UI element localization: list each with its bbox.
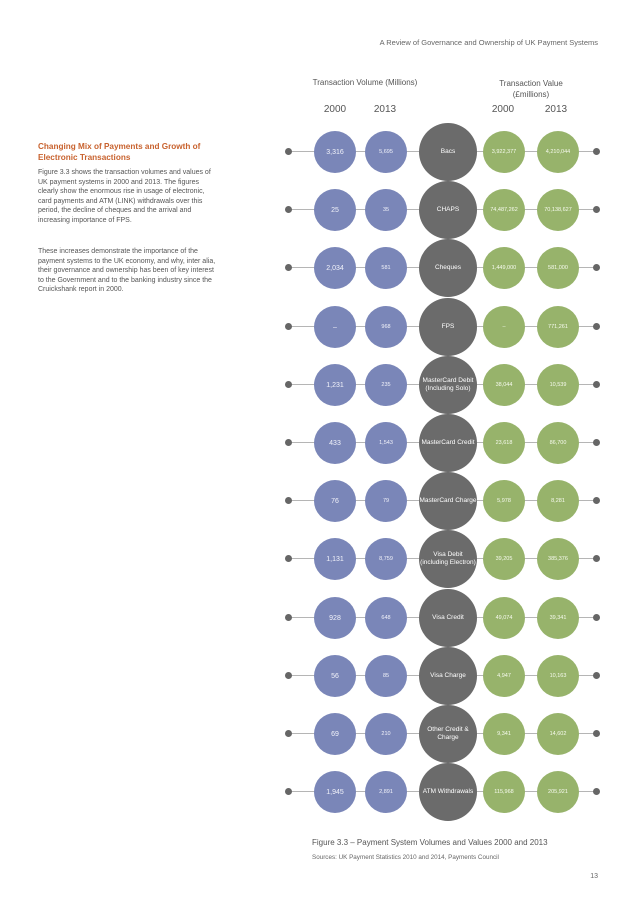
connector-endpoint-left — [285, 614, 292, 621]
payment-system-row — [285, 653, 600, 699]
value-2013-circle: 10,163 — [537, 655, 579, 697]
connector-endpoint-right — [593, 264, 600, 271]
connector-endpoint-left — [285, 672, 292, 679]
value-2000-circle: 115,968 — [483, 771, 525, 813]
value-title-line1: Transaction Value — [499, 79, 563, 88]
year-label-value-2013: 2013 — [544, 104, 568, 115]
volume-2000-circle: – — [314, 306, 356, 348]
value-2000-circle: 74,487,262 — [483, 189, 525, 231]
payment-system-name-circle: Other Credit & Charge — [419, 705, 477, 763]
payment-system-row — [285, 187, 600, 233]
payment-system-name-circle: ATM Withdrawals — [419, 763, 477, 821]
connector-endpoint-left — [285, 788, 292, 795]
page-header: A Review of Governance and Ownership of UK Payment Systems — [379, 38, 598, 47]
value-2013-circle: 385,376 — [537, 538, 579, 580]
volume-2013-circle: 210 — [365, 713, 407, 755]
volume-2013-circle: 8,759 — [365, 538, 407, 580]
connector-endpoint-right — [593, 148, 600, 155]
connector-endpoint-right — [593, 439, 600, 446]
figure-caption: Figure 3.3 – Payment System Volumes and Values 2000 and 2013 — [312, 838, 548, 847]
volume-2013-circle: 35 — [365, 189, 407, 231]
volume-2000-circle: 76 — [314, 480, 356, 522]
connector-endpoint-right — [593, 206, 600, 213]
volume-2000-circle: 2,034 — [314, 247, 356, 289]
payment-system-row — [285, 304, 600, 350]
connector-endpoint-left — [285, 148, 292, 155]
connector-endpoint-right — [593, 555, 600, 562]
value-2000-circle: 9,341 — [483, 713, 525, 755]
value-2013-circle: 86,700 — [537, 422, 579, 464]
connector-endpoint-left — [285, 323, 292, 330]
connector-endpoint-left — [285, 730, 292, 737]
value-2000-circle: – — [483, 306, 525, 348]
payment-system-name-circle: Bacs — [419, 123, 477, 181]
value-2000-circle: 49,074 — [483, 597, 525, 639]
volume-2000-circle: 1,231 — [314, 364, 356, 406]
value-2013-circle: 771,261 — [537, 306, 579, 348]
payment-system-name-circle: MasterCard Charge — [419, 472, 477, 530]
value-2013-circle: 10,539 — [537, 364, 579, 406]
payment-system-row — [285, 769, 600, 815]
volume-2000-circle: 3,316 — [314, 131, 356, 173]
section-title: Changing Mix of Payments and Growth of Electronic Transactions — [38, 142, 201, 162]
value-2013-circle: 205,921 — [537, 771, 579, 813]
connector-endpoint-right — [593, 381, 600, 388]
volume-2013-circle: 581 — [365, 247, 407, 289]
volume-2000-circle: 25 — [314, 189, 356, 231]
volume-2000-circle: 928 — [314, 597, 356, 639]
connector-endpoint-right — [593, 497, 600, 504]
payment-system-name-circle: MasterCard Debit (Including Solo) — [419, 356, 477, 414]
payment-system-row — [285, 478, 600, 524]
connector-endpoint-right — [593, 730, 600, 737]
year-label-volume-2000: 2000 — [323, 104, 347, 115]
volume-2013-circle: 79 — [365, 480, 407, 522]
value-2013-circle: 70,138,627 — [537, 189, 579, 231]
payment-system-name-circle: Cheques — [419, 239, 477, 297]
volume-2000-circle: 433 — [314, 422, 356, 464]
volume-2000-circle: 69 — [314, 713, 356, 755]
value-2013-circle: 8,281 — [537, 480, 579, 522]
value-title-line2: (£millions) — [512, 90, 550, 99]
payment-system-name-circle: Visa Credit — [419, 589, 477, 647]
payment-system-row — [285, 420, 600, 466]
payment-system-row — [285, 536, 600, 582]
connector-endpoint-left — [285, 497, 292, 504]
value-2000-circle: 1,449,000 — [483, 247, 525, 289]
payment-system-row — [285, 362, 600, 408]
volume-2013-circle: 85 — [365, 655, 407, 697]
payment-system-name-circle: Visa Charge — [419, 647, 477, 705]
value-2013-circle: 39,341 — [537, 597, 579, 639]
value-2000-circle: 39,205 — [483, 538, 525, 580]
year-label-value-2000: 2000 — [491, 104, 515, 115]
connector-endpoint-left — [285, 381, 292, 388]
value-2000-circle: 23,618 — [483, 422, 525, 464]
body-paragraph: Figure 3.3 shows the transaction volumes and values of UK payment systems in 2000 and 2013. The figures clearly show the enormous rise in usage of electronic, card payments and ATM (LINK) withdrawals over this period, the decline of cheques and the arrival and increasing importance of FPS. — [38, 169, 211, 224]
value-2013-circle: 4,210,044 — [537, 131, 579, 173]
payment-system-row — [285, 711, 600, 757]
page-number: 13 — [590, 873, 598, 880]
connector-endpoint-right — [593, 788, 600, 795]
volume-2013-circle: 968 — [365, 306, 407, 348]
value-2000-circle: 4,947 — [483, 655, 525, 697]
year-label-volume-2013: 2013 — [373, 104, 397, 115]
value-2000-circle: 5,978 — [483, 480, 525, 522]
volume-2000-circle: 1,945 — [314, 771, 356, 813]
volume-column-title: Transaction Volume (Millions) — [312, 78, 418, 87]
volume-2013-circle: 5,695 — [365, 131, 407, 173]
volume-2013-circle: 2,891 — [365, 771, 407, 813]
connector-endpoint-left — [285, 555, 292, 562]
value-column-title — [476, 78, 586, 100]
volume-2000-circle: 56 — [314, 655, 356, 697]
connector-endpoint-left — [285, 264, 292, 271]
payment-system-name-circle: CHAPS — [419, 181, 477, 239]
payment-system-row — [285, 245, 600, 291]
value-2000-circle: 38,044 — [483, 364, 525, 406]
payment-system-row — [285, 129, 600, 175]
value-2013-circle: 14,602 — [537, 713, 579, 755]
volume-2000-circle: 1,131 — [314, 538, 356, 580]
connector-endpoint-right — [593, 672, 600, 679]
connector-endpoint-left — [285, 206, 292, 213]
volume-2013-circle: 648 — [365, 597, 407, 639]
connector-endpoint-right — [593, 323, 600, 330]
volume-2013-circle: 1,543 — [365, 422, 407, 464]
payment-system-name-circle: FPS — [419, 298, 477, 356]
connector-endpoint-left — [285, 439, 292, 446]
value-2013-circle: 581,000 — [537, 247, 579, 289]
payment-system-name-circle: MasterCard Credit — [419, 414, 477, 472]
figure-sources: Sources: UK Payment Statistics 2010 and 2014, Payments Council — [312, 854, 499, 861]
payment-system-row — [285, 595, 600, 641]
value-2000-circle: 3,922,377 — [483, 131, 525, 173]
payment-system-name-circle: Visa Debit (including Electron) — [419, 530, 477, 588]
connector-endpoint-right — [593, 614, 600, 621]
volume-2013-circle: 235 — [365, 364, 407, 406]
body-paragraph: These increases demonstrate the importance of the payment systems to the UK economy, and why, inter alia, their governance and ownership has been of key interest to the Government and to the banking industry since the Cruickshank report in 2000. — [38, 248, 216, 294]
